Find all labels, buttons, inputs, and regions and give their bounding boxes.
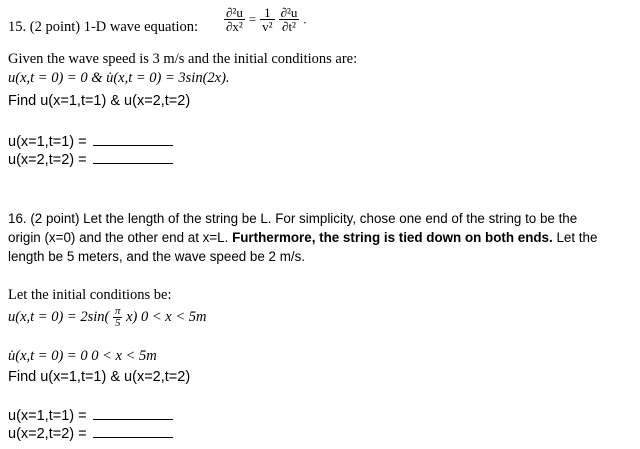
eq-equals: = — [248, 11, 257, 27]
q16-text2b: Furthermore, the string is tied down on both ends. — [232, 230, 553, 245]
q15-answer1-blank[interactable] — [93, 133, 173, 146]
q16-condition1 — [8, 306, 206, 329]
q15-title: 15. (2 point) 1-D wave equation: — [8, 19, 199, 35]
q15-conditions: u(x,t = 0) = 0 & u̇(x,t = 0) = 3sin(2x). — [8, 70, 230, 86]
q16-answer1-blank[interactable] — [93, 407, 173, 420]
q16-cond1-left: u(x,t = 0) = 2sin( — [8, 309, 110, 325]
q15-answer2-label: u(x=2,t=2) = — [8, 152, 87, 168]
eq-end: . — [303, 11, 307, 27]
eq-den-right: v² — [262, 19, 273, 34]
q16-answer2-blank[interactable] — [93, 425, 173, 438]
q15-answer1-label: u(x=1,t=1) = — [8, 134, 87, 150]
q16-answer1-label: u(x=1,t=1) = — [8, 408, 87, 424]
eq-den-right2: ∂t² — [282, 19, 296, 34]
q15-given: Given the wave speed is 3 m/s and the initial conditions are: — [8, 51, 358, 67]
q15-answer1 — [8, 133, 173, 150]
eq-num-left: ∂²u — [226, 5, 243, 20]
q16-cond1-right: x) 0 < x < 5m — [126, 309, 207, 325]
q16-text-line2 — [8, 230, 597, 245]
eq-fraction-left — [224, 6, 245, 33]
q16-text2a: origin (x=0) and the other end at x=L. — [8, 230, 233, 245]
wave-equation — [224, 6, 307, 33]
q16-answer2-label: u(x=2,t=2) = — [8, 426, 87, 442]
eq-num-right: 1 — [260, 6, 274, 20]
eq-num-right2: ∂²u — [280, 5, 298, 20]
q16-initial-intro: Let the initial conditions be: — [8, 287, 172, 303]
eq-fraction-coef — [260, 6, 274, 33]
eq-fraction-right — [279, 6, 300, 33]
q15-title-line — [8, 19, 198, 36]
q15-find: Find u(x=1,t=1) & u(x=2,t=2) — [8, 93, 191, 109]
q16-answer1 — [8, 407, 173, 424]
q16-cond1-frac-num: π — [114, 305, 121, 317]
q16-cond1-frac-den: 5 — [114, 317, 121, 329]
q15-answer2 — [8, 151, 173, 168]
q16-cond1-fraction — [113, 306, 123, 329]
q16-condition2: u̇(x,t = 0) = 0 0 < x < 5m — [8, 348, 157, 364]
q15-answer2-blank[interactable] — [93, 151, 173, 164]
q16-find: Find u(x=1,t=1) & u(x=2,t=2) — [8, 369, 191, 385]
q16-text-line3: length be 5 meters, and the wave speed be 2 m/s. — [8, 249, 306, 264]
eq-den-left: ∂x² — [226, 19, 243, 34]
q16-text2c: Let the — [552, 230, 598, 245]
q16-answer2 — [8, 425, 173, 442]
q16-text-line1: 16. (2 point) Let the length of the string be L. For simplicity, chose one end of the string to be the — [8, 211, 578, 226]
